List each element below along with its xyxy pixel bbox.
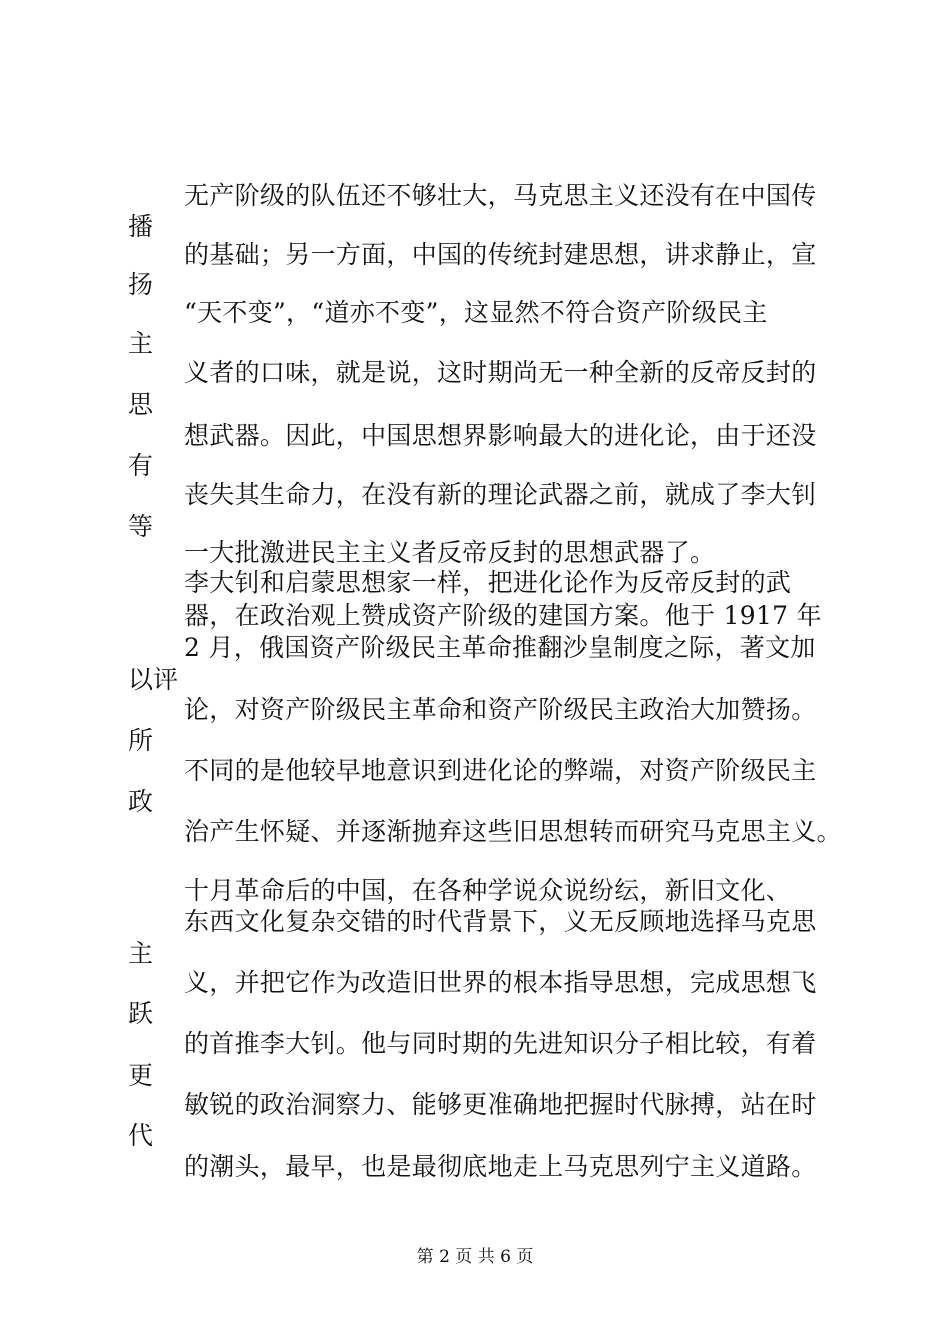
body-line: 的基础；另一方面，中国的传统封建思想，讲求静止，宣	[184, 240, 817, 269]
page-footer: 第 2 页 共 6 页	[416, 1247, 534, 1267]
body-line: 治产生怀疑、并逐渐抛弃这些旧思想转而研究马克思主义。	[184, 817, 842, 846]
margin-char: 政	[128, 787, 154, 816]
margin-char: 扬	[128, 270, 154, 299]
margin-char: 所	[128, 726, 154, 755]
body-line: 李大钊和启蒙思想家一样，把进化论作为反帝反封的武	[184, 568, 792, 597]
body-line: 义者的口味，就是说，这时期尚无一种全新的反帝反封的	[184, 358, 817, 387]
body-line: 不同的是他较早地意识到进化论的弊端，对资产阶级民主	[184, 756, 817, 785]
body-line: 想武器。因此，中国思想界影响最大的进化论，由于还没	[184, 421, 817, 450]
body-line: 十月革命后的中国，在各种学说众说纷纭，新旧文化、	[184, 876, 792, 905]
margin-char: 有	[128, 451, 154, 480]
margin-char: 主	[128, 329, 154, 358]
margin-char: 跃	[128, 999, 154, 1028]
body-line: 器，在政治观上赞成资产阶级的建国方案。他于 1917 年	[184, 601, 822, 630]
body-line: 论，对资产阶级民主革命和资产阶级民主政治大加赞扬。	[184, 695, 817, 724]
margin-char: 等	[128, 512, 154, 541]
body-line: 一大批激进民主主义者反帝反封的思想武器了。	[184, 538, 716, 567]
body-line: 2 月，俄国资产阶级民主革命推翻沙皇制度之际，著文加	[184, 633, 816, 662]
body-line: 东西文化复杂交错的时代背景下，义无反顾地选择马克思	[184, 907, 817, 936]
body-line: 丧失其生命力，在没有新的理论武器之前，就成了李大钊	[184, 480, 817, 509]
body-line: 义，并把它作为改造旧世界的根本指导思想，完成思想飞	[184, 968, 817, 997]
margin-char: 更	[128, 1061, 154, 1090]
body-line: 的首推李大钊。他与同时期的先进知识分子相比较，有着	[184, 1029, 817, 1058]
body-line: “天不变”，“道亦不变”，这显然不符合资产阶级民主	[184, 298, 768, 327]
margin-char: 代	[128, 1121, 154, 1150]
margin-char: 思	[128, 390, 154, 419]
body-line: 敏锐的政治洞察力、能够更准确地把握时代脉搏，站在时	[184, 1090, 817, 1119]
margin-char: 以评	[128, 665, 179, 694]
body-line: 的潮头，最早，也是最彻底地走上马克思列宁主义道路。	[184, 1152, 817, 1181]
margin-char: 主	[128, 939, 154, 968]
body-line: 无产阶级的队伍还不够壮大，马克思主义还没有在中国传	[184, 181, 817, 210]
margin-char: 播	[128, 212, 154, 241]
